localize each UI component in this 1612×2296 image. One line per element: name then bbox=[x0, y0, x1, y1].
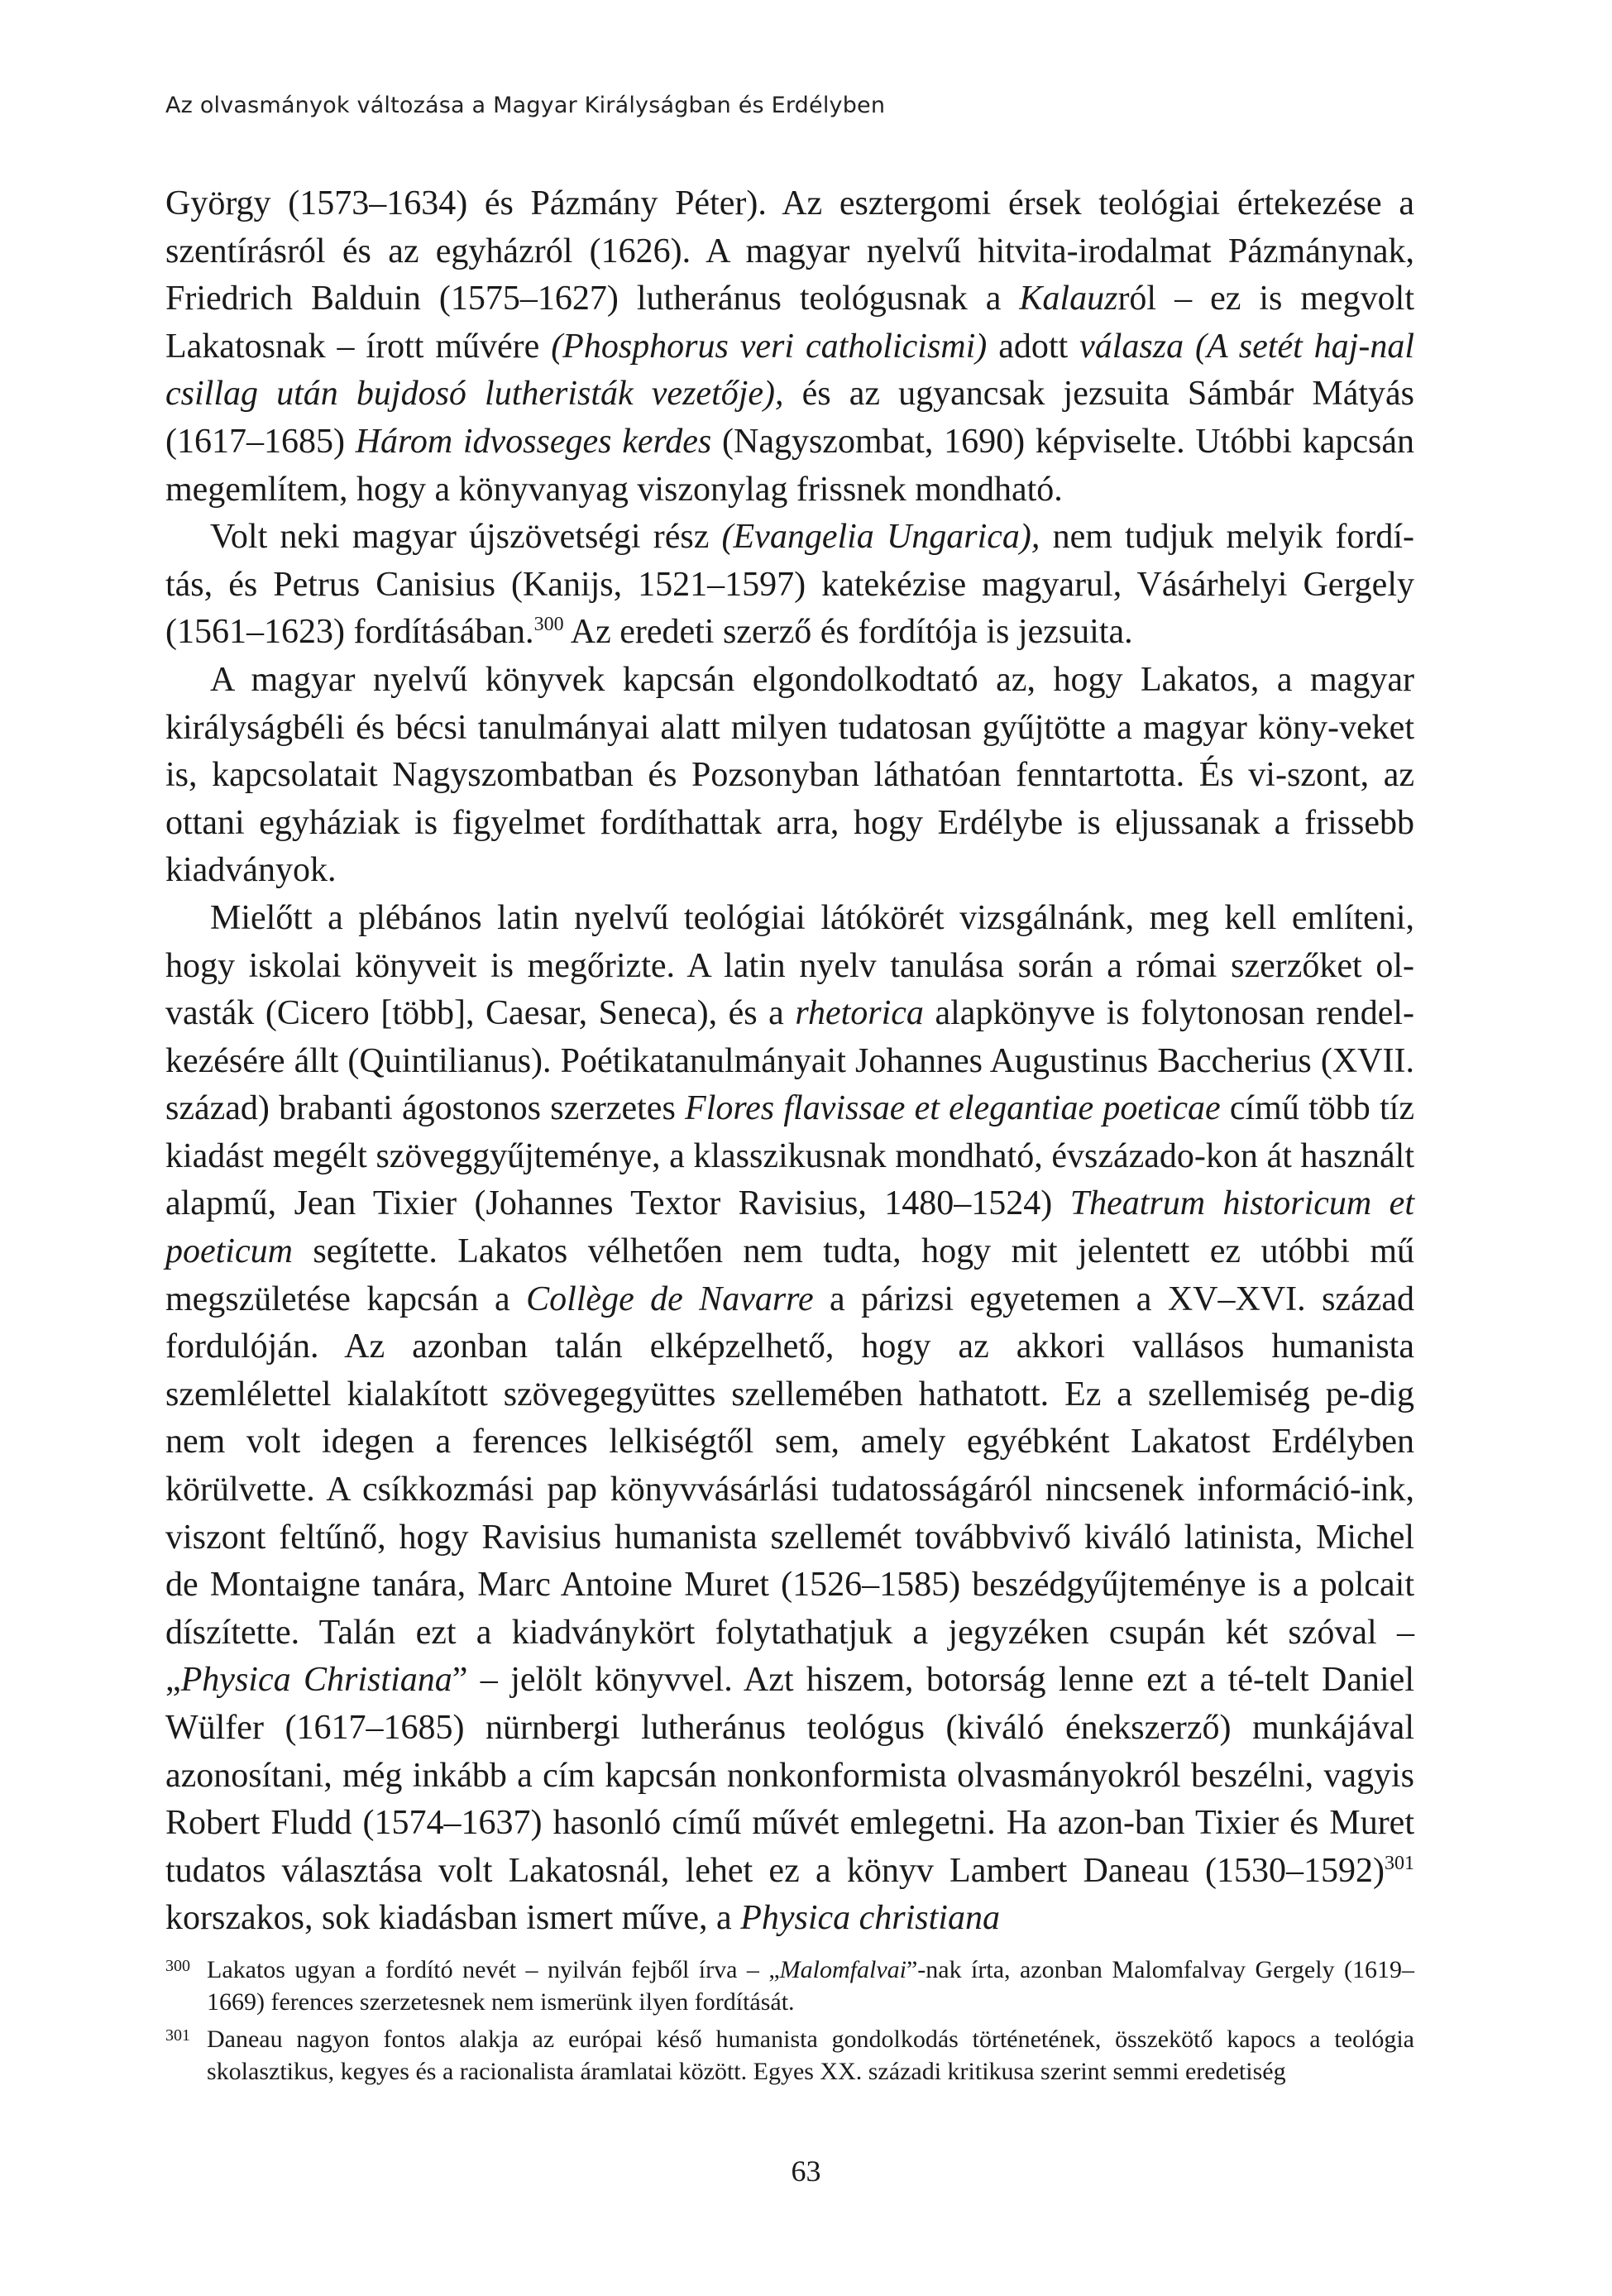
body-text bbox=[165, 180, 1414, 1943]
italic-title: Kalauz bbox=[1019, 280, 1118, 318]
paragraph-3 bbox=[165, 657, 1414, 895]
text-run: (Nagyszombat, 1690) képviselte. Utóbbi kapcsán megemlítem, hogy a könyvanyag viszonylag frissnek mondható. bbox=[165, 422, 1414, 509]
text-run: Lakatos ugyan a fordító nevét – nyilván fejből írva – „ bbox=[207, 1956, 780, 1983]
footnote-301 bbox=[165, 2023, 1414, 2088]
text-run: és az ugyancsak jezsuita Sámbár Mátyás (1617–1685) bbox=[165, 375, 1414, 461]
footnote-ref-301[interactable]: 301 bbox=[1385, 1852, 1414, 1874]
text-run: György (1573–1634) és Pázmány Péter). Az esztergomi érsek teológiai értekezése a szentírásról és az egyházról (1626). A magyar nyelvű hitvita-irodalmat Pázmánynak, Friedrich Balduin (1575–1627) lutheránus teológusnak a bbox=[165, 184, 1414, 318]
paragraph-1 bbox=[165, 180, 1414, 514]
text-run: korszakos, sok kiadásban ismert műve, a bbox=[165, 1899, 741, 1938]
footnote-number: 301 bbox=[165, 2026, 190, 2045]
text-run: ” – jelölt könyvvel. Azt hiszem, botorság lenne ezt a té-telt Daniel Wülfer (1617–1685) nürnbergi lutheránus teológus (kiváló énekszerző) munkájával azonosítani, még inkább a cím kapcsán nonkonformista olvasmányokról beszélni, vagyis Robert Fludd (1574–1637) hasonló című művét emlegetni. Ha azon-ban Tixier és Muret tudatos választása volt Lakatosnál, lehet ez a könyv Lambert Daneau (1530–1592) bbox=[165, 1661, 1414, 1890]
page-number: 63 bbox=[791, 2155, 821, 2188]
text-run: című több tíz kiadást megélt szöveggyűjteménye, a klasszikusnak mondható, évszázado-kon át használt alapmű, Jean Tixier (Johannes Textor Ravisius, 1480–1524) bbox=[165, 1089, 1414, 1223]
italic-title: Három idvosseges kerdes bbox=[355, 422, 712, 461]
italic-title: Physica Christiana bbox=[180, 1661, 452, 1700]
text-run: ról – ez is megvolt Lakatosnak – írott művére bbox=[165, 280, 1414, 366]
text-run: alapkönyve is folytonosan rendel-kezésére állt (Quintilianus). Poétikatanulmányait Johannes Augustinus Baccherius (XVII. század) brabanti ágostonos szerzetes bbox=[165, 994, 1414, 1128]
italic-title: Flores flavissae et elegantiae poeticae bbox=[685, 1089, 1221, 1128]
text-run: nem tudjuk melyik fordí-tás, és Petrus Canisius (Kanijs, 1521–1597) katekézise magyarul, Vásárhelyi Gergely (1561–1623) fordításában. bbox=[165, 518, 1414, 652]
footnote-number: 300 bbox=[165, 1957, 190, 1975]
running-head: Az olvasmányok változása a Magyar Királyságban és Erdélyben bbox=[165, 93, 886, 118]
italic-title: Collège de Navarre bbox=[526, 1280, 814, 1318]
italic-title: (Evangelia Ungarica), bbox=[721, 518, 1040, 557]
footnote-text bbox=[207, 2023, 1414, 2088]
italic-title: Theatrum historicum et poeticum bbox=[165, 1184, 1414, 1271]
text-run: ”-nak írta, azonban Malomfalvay Gergely (1619–1669) ferences szerzetesnek nem ismerünk ilyen fordítását. bbox=[207, 1956, 1414, 2016]
text-run: Az eredeti szerző és fordítója is jezsuita. bbox=[563, 613, 1133, 652]
text-run: Volt neki magyar újszövetségi rész bbox=[210, 518, 722, 557]
text-run: a párizsi egyetemen a XV–XVI. század fordulóján. Az azonban talán elképzelhető, hogy az akkori vallásos humanista szemlélettel kialakított szövegegyüttes szellemében hathatott. Ez a szellemiség pe-dig nem volt idegen a ferences lelkiségtől sem, amely egyébként Lakatost Erdélyben körülvette. A csíkkozmási pap könyvvásárlási tudatosságáról nincsenek információ-ink, viszont feltűnő, hogy Ravisius humanista szellemét továbbvivő kiváló latinista, Michel de Montaigne tanára, Marc Antoine Muret (1526–1585) beszédgyűjteménye is a polcait díszítette. Talán ezt a kiadványkört folytathatjuk a jegyzéken csupán két szóval – „ bbox=[165, 1280, 1414, 1700]
paragraph-2 bbox=[165, 514, 1414, 657]
footnote-ref-300[interactable]: 300 bbox=[533, 614, 564, 636]
italic-title: válasza (A setét haj-nal csillag után bujdosó lutheristák vezetője), bbox=[165, 327, 1415, 414]
footnotes bbox=[165, 1954, 1414, 2093]
italic-term: rhetorica bbox=[795, 994, 924, 1033]
text-run: A magyar nyelvű könyvek kapcsán elgondolkodtató az, hogy Lakatos, a magyar királyságbéli és bécsi tanulmányai alatt milyen tudatosan gyűjtötte a magyar köny-veket is, kapcsolatait Nagyszombatban és Pozsonyban láthatóan fenntartotta. És vi-szont, az ottani egyháziak is figyelmet fordíthattak arra, hogy Erdélybe is eljussanak a frissebb kiadványok. bbox=[165, 660, 1414, 890]
paragraph-4 bbox=[165, 895, 1414, 1943]
text-run: segítette. Lakatos vélhetően nem tudta, hogy mit jelentett ez utóbbi mű megszületése kapcsán a bbox=[165, 1232, 1414, 1318]
footnote-300 bbox=[165, 1954, 1414, 2018]
italic-name: Malomfalvai bbox=[779, 1956, 906, 1983]
text-run: adott bbox=[987, 327, 1080, 366]
italic-title: (Phosphorus veri catholicismi) bbox=[551, 327, 988, 366]
text-run: Daneau nagyon fontos alakja az európai késő humanista gondolkodás történetének, összekötő kapocs a teológia skolasztikus, kegyes és a racionalista áramlatai között. Egyes XX. századi kritikusa szerint semmi eredetiség bbox=[207, 2026, 1414, 2085]
text-run: Mielőtt a plébános latin nyelvű teológiai látókörét vizsgálnánk, meg kell említeni, hogy iskolai könyveit is megőrizte. A latin nyelv tanulása során a római szerzőket ol-vasták (Cicero [több], Caesar, Seneca), és a bbox=[165, 898, 1414, 1033]
italic-title: Physica christiana bbox=[740, 1899, 1000, 1938]
footnote-text bbox=[207, 1954, 1414, 2018]
